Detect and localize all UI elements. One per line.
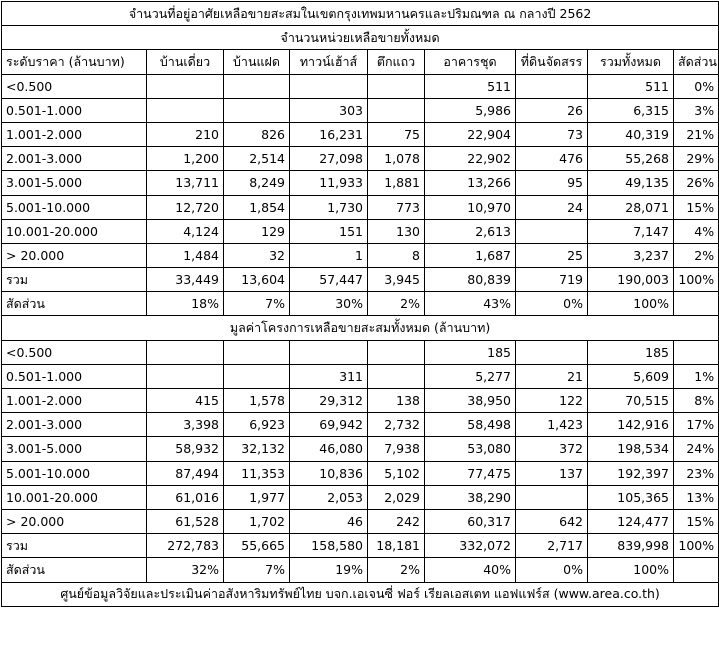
section1-heading-row [2, 26, 719, 50]
table-cell: 8% [674, 389, 719, 413]
row-label: 5.001-10.000 [2, 461, 147, 485]
column-header-row [2, 50, 719, 74]
table-cell: 5,986 [425, 98, 516, 122]
table-cell: 137 [516, 461, 588, 485]
table-row [2, 340, 719, 364]
row-label: สัดส่วน [2, 292, 147, 316]
table-row [2, 437, 719, 461]
table-cell: 242 [368, 509, 425, 533]
table-cell: 11,353 [224, 461, 290, 485]
table-cell: 1 [290, 243, 368, 267]
table-cell: 719 [516, 268, 588, 292]
table-cell: 58,932 [147, 437, 224, 461]
table-cell [674, 558, 719, 582]
table-cell: 26 [516, 98, 588, 122]
table-cell [516, 219, 588, 243]
table-cell: 2,613 [425, 219, 516, 243]
table-cell: 18% [147, 292, 224, 316]
table-cell: 272,783 [147, 534, 224, 558]
row-label: > 20.000 [2, 509, 147, 533]
table-cell: 24% [674, 437, 719, 461]
table-cell: 2,053 [290, 485, 368, 509]
table-row [2, 171, 719, 195]
row-label: 3.001-5.000 [2, 171, 147, 195]
section2-heading-row [2, 316, 719, 340]
table-cell: 27,098 [290, 147, 368, 171]
table-cell: 130 [368, 219, 425, 243]
table-cell: 57,447 [290, 268, 368, 292]
table-cell: 122 [516, 389, 588, 413]
table-cell: 773 [368, 195, 425, 219]
column-header: บ้านเดี่ยว [147, 50, 224, 74]
row-label: รวม [2, 534, 147, 558]
table-cell: 6,315 [588, 98, 674, 122]
table-cell: 6,923 [224, 413, 290, 437]
section2-heading: มูลค่าโครงการเหลือขายสะสมทั้งหมด (ล้านบาท) [2, 316, 719, 340]
table-cell: 95 [516, 171, 588, 195]
row-label: 10.001-20.000 [2, 485, 147, 509]
table-cell: 15% [674, 509, 719, 533]
table-cell: 1,484 [147, 243, 224, 267]
table-cell [224, 74, 290, 98]
table-cell: 129 [224, 219, 290, 243]
table-cell [290, 340, 368, 364]
source-row [2, 582, 719, 606]
table-cell: 32,132 [224, 437, 290, 461]
table-row [2, 509, 719, 533]
table-row [2, 147, 719, 171]
table-cell: 17% [674, 413, 719, 437]
table-cell: 7,938 [368, 437, 425, 461]
row-label: 1.001-2.000 [2, 389, 147, 413]
table-cell: 3% [674, 98, 719, 122]
table-cell: 38,950 [425, 389, 516, 413]
table-cell: 511 [588, 74, 674, 98]
table-cell: 1,702 [224, 509, 290, 533]
table-cell [147, 74, 224, 98]
row-label: 1.001-2.000 [2, 122, 147, 146]
table-cell: 10,836 [290, 461, 368, 485]
table-cell [674, 340, 719, 364]
table-cell [368, 340, 425, 364]
row-label: 3.001-5.000 [2, 437, 147, 461]
table-cell: 0% [516, 558, 588, 582]
column-header: ระดับราคา (ล้านบาท) [2, 50, 147, 74]
table-cell: 190,003 [588, 268, 674, 292]
row-label: <0.500 [2, 340, 147, 364]
table-cell: 100% [588, 292, 674, 316]
table-cell: 70,515 [588, 389, 674, 413]
table-cell: 28,071 [588, 195, 674, 219]
column-header: ตึกแถว [368, 50, 425, 74]
table-cell: 40,319 [588, 122, 674, 146]
column-header: สัดส่วน [674, 50, 719, 74]
table-cell: 2% [674, 243, 719, 267]
table-cell: 13% [674, 485, 719, 509]
table-cell: 2% [368, 558, 425, 582]
table-cell [368, 98, 425, 122]
table-cell: 372 [516, 437, 588, 461]
table-cell: 7% [224, 292, 290, 316]
table-cell: 303 [290, 98, 368, 122]
table-cell: 332,072 [425, 534, 516, 558]
row-label: <0.500 [2, 74, 147, 98]
table-row [2, 243, 719, 267]
table-cell: 0% [674, 74, 719, 98]
table-cell [224, 98, 290, 122]
table-cell: 511 [425, 74, 516, 98]
table-row [2, 485, 719, 509]
table-cell [516, 485, 588, 509]
table-cell: 61,016 [147, 485, 224, 509]
table-cell: 2,514 [224, 147, 290, 171]
table-cell: 61,528 [147, 509, 224, 533]
table-cell: 826 [224, 122, 290, 146]
table-cell: 75 [368, 122, 425, 146]
table-cell: 476 [516, 147, 588, 171]
table-cell: 30% [290, 292, 368, 316]
section1-heading: จำนวนหน่วยเหลือขายทั้งหมด [2, 26, 719, 50]
column-header: รวมทั้งหมด [588, 50, 674, 74]
table-cell: 5,609 [588, 364, 674, 388]
column-header: บ้านแฝด [224, 50, 290, 74]
table-cell: 10,970 [425, 195, 516, 219]
table-cell: 415 [147, 389, 224, 413]
table-cell: 46,080 [290, 437, 368, 461]
table-cell: 13,266 [425, 171, 516, 195]
table-cell: 13,604 [224, 268, 290, 292]
table-cell: 185 [425, 340, 516, 364]
inventory-table [1, 1, 719, 607]
table-cell: 49,135 [588, 171, 674, 195]
table-row [2, 195, 719, 219]
table-cell [674, 292, 719, 316]
table-cell: 13,711 [147, 171, 224, 195]
table-row [2, 219, 719, 243]
table-cell: 69,942 [290, 413, 368, 437]
table-cell: 2,029 [368, 485, 425, 509]
table-cell: 142,916 [588, 413, 674, 437]
table-cell: 3,398 [147, 413, 224, 437]
table-cell: 43% [425, 292, 516, 316]
table-cell [147, 364, 224, 388]
table-cell: 23% [674, 461, 719, 485]
table-cell: 53,080 [425, 437, 516, 461]
table-cell: 5,102 [368, 461, 425, 485]
table-cell: 1,730 [290, 195, 368, 219]
table-cell: 100% [588, 558, 674, 582]
table-cell: 87,494 [147, 461, 224, 485]
row-label: รวม [2, 268, 147, 292]
table-cell: 21 [516, 364, 588, 388]
table-cell: 26% [674, 171, 719, 195]
column-header: ที่ดินจัดสรร [516, 50, 588, 74]
table-cell: 55,665 [224, 534, 290, 558]
table-cell: 32% [147, 558, 224, 582]
table-cell: 105,365 [588, 485, 674, 509]
table-cell: 40% [425, 558, 516, 582]
table-cell: 7% [224, 558, 290, 582]
table-title: จำนวนที่อยู่อาศัยเหลือขายสะสมในเขตกรุงเทพมหานครและปริมณฑล ณ กลางปี 2562 [2, 2, 719, 26]
row-label: 10.001-20.000 [2, 219, 147, 243]
table-cell: 2,717 [516, 534, 588, 558]
table-cell: 1,078 [368, 147, 425, 171]
table-cell: 7,147 [588, 219, 674, 243]
table-cell: 100% [674, 268, 719, 292]
table-cell: 25 [516, 243, 588, 267]
table-cell: 192,397 [588, 461, 674, 485]
table-cell: 21% [674, 122, 719, 146]
table-cell [147, 98, 224, 122]
table-cell: 4% [674, 219, 719, 243]
table-cell: 1,977 [224, 485, 290, 509]
table-cell: 32 [224, 243, 290, 267]
table-cell: 151 [290, 219, 368, 243]
column-header: อาคารชุด [425, 50, 516, 74]
source-note: ศูนย์ข้อมูลวิจัยและประเมินค่าอสังหาริมทรัพย์ไทย บจก.เอเจนซี่ ฟอร์ เรียลเอสเตท แอฟแฟร์ส (www.area.co.th) [2, 582, 719, 606]
table-cell: 16,231 [290, 122, 368, 146]
column-header: ทาวน์เฮ้าส์ [290, 50, 368, 74]
table-cell: 138 [368, 389, 425, 413]
table-cell: 8 [368, 243, 425, 267]
table-cell: 18,181 [368, 534, 425, 558]
table-cell: 1,881 [368, 171, 425, 195]
table-cell: 77,475 [425, 461, 516, 485]
table-cell: 2% [368, 292, 425, 316]
table-cell: 19% [290, 558, 368, 582]
table-row [2, 74, 719, 98]
table-cell [290, 74, 368, 98]
table-cell: 33,449 [147, 268, 224, 292]
table-cell: 80,839 [425, 268, 516, 292]
table-row [2, 292, 719, 316]
table-cell: 29% [674, 147, 719, 171]
table-cell: 60,317 [425, 509, 516, 533]
table-cell [368, 364, 425, 388]
table-cell: 3,237 [588, 243, 674, 267]
table-row [2, 122, 719, 146]
table-cell: 8,249 [224, 171, 290, 195]
table-cell: 3,945 [368, 268, 425, 292]
table-cell: 1,687 [425, 243, 516, 267]
row-label: สัดส่วน [2, 558, 147, 582]
table-row [2, 389, 719, 413]
row-label: 0.501-1.000 [2, 98, 147, 122]
row-label: 2.001-3.000 [2, 147, 147, 171]
table-cell: 22,902 [425, 147, 516, 171]
table-cell: 2,732 [368, 413, 425, 437]
table-cell: 1,854 [224, 195, 290, 219]
row-label: 0.501-1.000 [2, 364, 147, 388]
table-cell: 15% [674, 195, 719, 219]
row-label: 5.001-10.000 [2, 195, 147, 219]
table-cell: 198,534 [588, 437, 674, 461]
table-cell: 1,578 [224, 389, 290, 413]
table-cell: 642 [516, 509, 588, 533]
table-row [2, 534, 719, 558]
table-cell: 100% [674, 534, 719, 558]
table-cell: 124,477 [588, 509, 674, 533]
table-cell: 839,998 [588, 534, 674, 558]
table-cell: 210 [147, 122, 224, 146]
table-cell: 58,498 [425, 413, 516, 437]
table-cell: 1,200 [147, 147, 224, 171]
table-cell: 22,904 [425, 122, 516, 146]
table-cell [147, 340, 224, 364]
table-cell: 38,290 [425, 485, 516, 509]
table-cell [224, 340, 290, 364]
table-cell: 158,580 [290, 534, 368, 558]
table-cell [224, 364, 290, 388]
table-cell: 73 [516, 122, 588, 146]
table-cell: 311 [290, 364, 368, 388]
table-cell [368, 74, 425, 98]
table-cell: 1% [674, 364, 719, 388]
table-cell: 185 [588, 340, 674, 364]
table-row [2, 558, 719, 582]
title-row [2, 2, 719, 26]
table-cell [516, 340, 588, 364]
table-cell: 4,124 [147, 219, 224, 243]
table-cell: 11,933 [290, 171, 368, 195]
table-cell: 29,312 [290, 389, 368, 413]
table-cell: 12,720 [147, 195, 224, 219]
table-cell: 24 [516, 195, 588, 219]
table-cell: 0% [516, 292, 588, 316]
row-label: 2.001-3.000 [2, 413, 147, 437]
table-cell: 5,277 [425, 364, 516, 388]
table-row [2, 413, 719, 437]
table-cell [516, 74, 588, 98]
table-cell: 1,423 [516, 413, 588, 437]
table-row [2, 268, 719, 292]
table-row [2, 364, 719, 388]
table-cell: 55,268 [588, 147, 674, 171]
table-cell: 46 [290, 509, 368, 533]
table-row [2, 461, 719, 485]
row-label: > 20.000 [2, 243, 147, 267]
table-row [2, 98, 719, 122]
